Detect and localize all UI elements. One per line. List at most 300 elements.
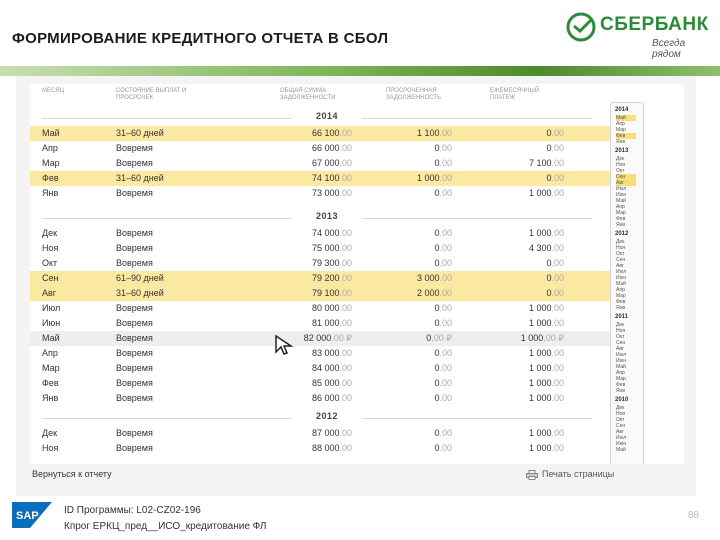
total-debt-value: 66 000 [311, 143, 340, 153]
year-nav-month[interactable]: Май [616, 447, 626, 453]
table-row [30, 256, 610, 271]
month-cell: Дек [42, 228, 58, 238]
sberbank-logo [566, 10, 716, 60]
credit-report-screen [16, 76, 696, 496]
year-nav-month[interactable]: Ноя [616, 162, 626, 168]
total-debt-cell [262, 391, 352, 406]
overdue-debt-cell [372, 316, 452, 331]
year-nav-month[interactable]: Июн [616, 275, 627, 281]
status-cell: 31–60 дней [116, 288, 164, 298]
status-cell: Вовремя [116, 378, 153, 388]
status-cell: Вовремя [116, 188, 153, 198]
logo-slogan: Всегда рядом [652, 38, 686, 60]
total-debt-value: 84 000 [311, 363, 340, 373]
total-debt-value: 88 000 [311, 443, 340, 453]
total-debt-cell [262, 426, 352, 441]
monthly-payment-value: 0 [546, 258, 552, 268]
month-cell: Май [42, 128, 60, 138]
slide-header [0, 0, 720, 64]
total-debt-cents: .00 [339, 273, 352, 283]
table-row [30, 361, 610, 376]
year-nav-month[interactable]: Ноя [616, 411, 626, 417]
year-nav-month[interactable]: Сен [616, 174, 636, 180]
monthly-payment-value: 1 000 [528, 428, 552, 438]
table-row [30, 271, 610, 286]
total-debt-cell [262, 186, 352, 201]
status-cell: Вовремя [116, 393, 153, 403]
month-cell: Апр [42, 143, 58, 153]
total-debt-value: 87 000 [311, 428, 340, 438]
monthly-payment-value: 1 000 [528, 393, 552, 403]
overdue-debt-value: 3 000 [416, 273, 440, 283]
overdue-debt-cents: .00 ₽ [431, 333, 452, 343]
overdue-debt-value: 0 [434, 188, 440, 198]
monthly-payment-value: 1 000 [528, 363, 552, 373]
monthly-payment-cents: .00 [551, 158, 564, 168]
monthly-payment-cents: .00 [551, 443, 564, 453]
monthly-payment-cell [480, 156, 564, 171]
total-debt-cents: .00 [339, 303, 352, 313]
monthly-payment-cents: .00 [551, 128, 564, 138]
month-cell: Фев [42, 378, 59, 388]
total-debt-value: 85 000 [311, 378, 340, 388]
monthly-payment-cell [480, 316, 564, 331]
total-debt-cell [262, 171, 352, 186]
year-navigator[interactable] [610, 102, 644, 474]
monthly-payment-cell [480, 376, 564, 391]
header-overdue: ПРОСРОЧЕННАЯ ЗАДОЛЖЕННОСТЬ [386, 88, 442, 101]
year-nav-year-2014[interactable]: 2014 [615, 107, 629, 113]
month-cell: Июн [42, 318, 61, 328]
year-nav-year-2012[interactable]: 2012 [615, 231, 629, 237]
status-cell: Вовремя [116, 243, 153, 253]
back-to-report-link[interactable]: Вернуться к отчету [32, 469, 112, 479]
month-cell: Ноя [42, 243, 59, 253]
overdue-debt-cell [372, 141, 452, 156]
year-nav-month[interactable]: Сен [616, 340, 626, 346]
overdue-debt-value: 0 [434, 228, 440, 238]
monthly-payment-cents: .00 [551, 393, 564, 403]
total-debt-value: 81 000 [311, 318, 340, 328]
overdue-debt-cents: .00 [439, 318, 452, 328]
monthly-payment-value: 1 000 [528, 348, 552, 358]
year-nav-month[interactable]: Июн [616, 441, 627, 447]
overdue-debt-value: 0 [434, 303, 440, 313]
month-cell: Авг [42, 288, 57, 298]
total-debt-cents: .00 [339, 173, 352, 183]
total-debt-cell [262, 141, 352, 156]
overdue-debt-cell [372, 391, 452, 406]
month-cell: Июл [42, 303, 61, 313]
total-debt-cents: .00 [339, 348, 352, 358]
year-nav-month[interactable]: Апр [616, 204, 625, 210]
total-debt-cell [262, 271, 352, 286]
year-nav-month[interactable]: Май [616, 198, 626, 204]
total-debt-cents: .00 [339, 378, 352, 388]
monthly-payment-cell [480, 126, 564, 141]
overdue-debt-value: 0 [434, 158, 440, 168]
year-nav-month[interactable]: Апр [616, 287, 625, 293]
sap-logo-text: SAP [16, 510, 39, 522]
total-debt-cell [262, 286, 352, 301]
month-cell: Янв [42, 393, 59, 403]
year-nav-month[interactable]: Янв [616, 305, 626, 311]
total-debt-cell [262, 316, 352, 331]
monthly-payment-value: 0 [546, 173, 552, 183]
monthly-payment-cents: .00 [551, 318, 564, 328]
overdue-debt-cell [372, 346, 452, 361]
overdue-debt-value: 0 [434, 243, 440, 253]
total-debt-cell [262, 361, 352, 376]
total-debt-cell [262, 226, 352, 241]
monthly-payment-cell [480, 331, 564, 346]
monthly-payment-cents: .00 [551, 188, 564, 198]
month-cell: Май [42, 333, 60, 343]
monthly-payment-cents: .00 [551, 258, 564, 268]
header-total: ОБЩАЯ СУММА ЗАДОЛЖЕННОСТИ [280, 88, 336, 101]
table-row [30, 301, 610, 316]
monthly-payment-cents: .00 [551, 428, 564, 438]
overdue-debt-cell [372, 186, 452, 201]
total-debt-cents: .00 [339, 143, 352, 153]
monthly-payment-cell [480, 226, 564, 241]
year-nav-month[interactable]: Авг [616, 346, 624, 352]
year-nav-month[interactable]: Янв [616, 222, 626, 228]
table-row [30, 376, 610, 391]
overdue-debt-cents: .00 [439, 363, 452, 373]
monthly-payment-value: 0 [546, 273, 552, 283]
total-debt-value: 66 100 [311, 128, 340, 138]
overdue-debt-cents: .00 [439, 428, 452, 438]
status-cell: Вовремя [116, 428, 153, 438]
total-debt-value: 79 100 [311, 288, 340, 298]
monthly-payment-value: 1 000 [528, 443, 552, 453]
year-nav-month[interactable]: Окт [616, 417, 625, 423]
monthly-payment-value: 1 000 [520, 333, 544, 343]
year-nav-month[interactable]: Дек [616, 156, 625, 162]
header-month: МЕСЯЦ [42, 88, 65, 94]
year-nav-month[interactable]: Май [616, 115, 636, 121]
status-cell: Вовремя [116, 318, 153, 328]
year-nav-month[interactable]: Фев [616, 133, 636, 139]
monthly-payment-cents: .00 [551, 288, 564, 298]
year-nav-month[interactable]: Апр [616, 121, 625, 127]
overdue-debt-value: 2 000 [416, 288, 440, 298]
total-debt-cents: .00 [339, 228, 352, 238]
overdue-debt-cell [372, 271, 452, 286]
year-nav-month[interactable]: Июн [616, 192, 627, 198]
total-debt-cents: .00 [339, 428, 352, 438]
monthly-payment-cents: .00 [551, 243, 564, 253]
month-cell: Мар [42, 363, 60, 373]
year-nav-month[interactable]: Дек [616, 239, 625, 245]
total-debt-cell [262, 126, 352, 141]
overdue-debt-cell [372, 331, 452, 346]
overdue-debt-cents: .00 [439, 228, 452, 238]
month-cell: Дек [42, 428, 58, 438]
total-debt-cell [262, 376, 352, 391]
year-label: 2013 [292, 211, 362, 221]
year-nav-month[interactable]: Май [616, 281, 626, 287]
month-cell: Мар [42, 158, 60, 168]
table-row [30, 141, 610, 156]
status-cell: Вовремя [116, 443, 153, 453]
screen-footer [16, 464, 696, 490]
total-debt-cents: .00 [339, 188, 352, 198]
print-page-link[interactable]: Печать страницы [542, 469, 615, 479]
monthly-payment-value: 4 300 [528, 243, 552, 253]
status-cell: Вовремя [116, 228, 153, 238]
overdue-debt-cents: .00 [439, 348, 452, 358]
total-debt-cents: .00 [339, 443, 352, 453]
total-debt-cell [262, 441, 352, 456]
monthly-payment-cents: .00 [551, 348, 564, 358]
header-stripe [0, 66, 720, 76]
month-cell: Окт [42, 258, 58, 268]
overdue-debt-cell [372, 126, 452, 141]
overdue-debt-cents: .00 [439, 188, 452, 198]
year-nav-month[interactable]: Мар [616, 127, 626, 133]
table-header [30, 88, 610, 110]
overdue-debt-value: 0 [434, 393, 440, 403]
status-cell: Вовремя [116, 143, 153, 153]
overdue-debt-cents: .00 [439, 393, 452, 403]
table-row [30, 331, 610, 346]
year-nav-month[interactable]: Окт [616, 168, 625, 174]
monthly-payment-cents: .00 ₽ [543, 333, 564, 343]
overdue-debt-cents: .00 [439, 288, 452, 298]
total-debt-value: 73 000 [311, 188, 340, 198]
total-debt-cents: .00 [339, 393, 352, 403]
monthly-payment-value: 0 [546, 143, 552, 153]
table-row [30, 156, 610, 171]
total-debt-value: 83 000 [311, 348, 340, 358]
year-nav-month[interactable]: Мар [616, 376, 626, 382]
year-nav-month[interactable]: Июл [616, 435, 627, 441]
slide-title: ФОРМИРОВАНИЕ КРЕДИТНОГО ОТЧЕТА В СБОЛ [12, 30, 389, 47]
overdue-debt-cents: .00 [439, 258, 452, 268]
program-id: ID Программы: L02-CZ02-196 [64, 505, 201, 516]
status-cell: 61–90 дней [116, 273, 164, 283]
overdue-debt-value: 0 [434, 428, 440, 438]
monthly-payment-cell [480, 141, 564, 156]
overdue-debt-cents: .00 [439, 443, 452, 453]
overdue-debt-cell [372, 241, 452, 256]
overdue-debt-value: 1 000 [416, 173, 440, 183]
total-debt-cell [262, 256, 352, 271]
monthly-payment-cell [480, 361, 564, 376]
month-cell: Апр [42, 348, 58, 358]
month-cell: Янв [42, 188, 59, 198]
overdue-debt-value: 0 [434, 378, 440, 388]
monthly-payment-cell [480, 346, 564, 361]
monthly-payment-cents: .00 [551, 173, 564, 183]
year-separator [30, 110, 610, 126]
overdue-debt-cents: .00 [439, 303, 452, 313]
year-nav-month[interactable]: Авг [616, 263, 624, 269]
sberbank-logo-icon [566, 12, 596, 42]
overdue-debt-cell [372, 301, 452, 316]
total-debt-value: 74 000 [311, 228, 340, 238]
monthly-payment-cell [480, 171, 564, 186]
total-debt-cents: .00 [339, 128, 352, 138]
year-nav-year-2010[interactable]: 2010 [615, 397, 629, 403]
status-cell: 31–60 дней [116, 173, 164, 183]
overdue-debt-value: 0 [434, 258, 440, 268]
credit-report-panel [30, 84, 684, 472]
header-status: СОСТОЯНИЕ ВЫПЛАТ И ПРОСРОЧЕК [116, 88, 187, 101]
year-nav-month[interactable]: Апр [616, 370, 625, 376]
total-debt-value: 79 200 [311, 273, 340, 283]
table-row [30, 226, 610, 241]
year-nav-month[interactable]: Фев [616, 216, 626, 222]
page-number: 88 [688, 510, 700, 521]
monthly-payment-value: 7 100 [528, 158, 552, 168]
total-debt-cell [262, 301, 352, 316]
table-row [30, 171, 610, 186]
monthly-payment-cents: .00 [551, 378, 564, 388]
overdue-debt-value: 0 [434, 348, 440, 358]
monthly-payment-value: 1 000 [528, 378, 552, 388]
year-nav-month[interactable]: Ноя [616, 328, 626, 334]
status-cell: Вовремя [116, 303, 153, 313]
year-separator [30, 210, 610, 226]
year-nav-month[interactable]: Мар [616, 210, 626, 216]
year-nav-month[interactable]: Ноя [616, 245, 626, 251]
year-nav-month[interactable]: Янв [616, 139, 626, 145]
header-payment: ЕЖЕМЕСЯЧНЫЙ ПЛАТЕЖ [490, 88, 540, 101]
sap-logo [12, 502, 52, 528]
overdue-debt-cell [372, 226, 452, 241]
monthly-payment-cell [480, 271, 564, 286]
table-row [30, 286, 610, 301]
overdue-debt-cents: .00 [439, 378, 452, 388]
monthly-payment-cents: .00 [551, 363, 564, 373]
year-nav-month[interactable]: Мар [616, 293, 626, 299]
monthly-payment-cents: .00 [551, 228, 564, 238]
monthly-payment-value: 1 000 [528, 318, 552, 328]
table-row [30, 441, 610, 456]
monthly-payment-cell [480, 426, 564, 441]
year-nav-month[interactable]: Дек [616, 405, 625, 411]
year-nav-month[interactable]: Сен [616, 257, 626, 263]
status-cell: Вовремя [116, 258, 153, 268]
monthly-payment-value: 0 [546, 128, 552, 138]
monthly-payment-cents: .00 [551, 143, 564, 153]
month-cell: Сен [42, 273, 59, 283]
overdue-debt-cents: .00 [439, 173, 452, 183]
mouse-cursor-icon [274, 334, 296, 356]
total-debt-cents: .00 [339, 288, 352, 298]
status-cell: Вовремя [116, 333, 153, 343]
monthly-payment-value: 1 000 [528, 303, 552, 313]
year-nav-month[interactable]: Окт [616, 334, 625, 340]
overdue-debt-value: 0 [426, 333, 432, 343]
monthly-payment-cents: .00 [551, 273, 564, 283]
program-name: Кпрог ЕРКЦ_пред__ИСО_кредитование ФЛ [64, 521, 267, 532]
table-row [30, 391, 610, 406]
year-nav-month[interactable]: Июн [616, 358, 627, 364]
total-debt-value: 67 000 [311, 158, 340, 168]
overdue-debt-cell [372, 361, 452, 376]
table-row [30, 241, 610, 256]
total-debt-value: 82 000 [303, 333, 332, 343]
year-label: 2014 [292, 111, 362, 121]
overdue-debt-cell [372, 376, 452, 391]
overdue-debt-cell [372, 156, 452, 171]
overdue-debt-cents: .00 [439, 143, 452, 153]
year-nav-month[interactable]: Авг [616, 180, 636, 186]
overdue-debt-value: 0 [434, 443, 440, 453]
year-nav-month[interactable]: Дек [616, 322, 625, 328]
monthly-payment-cell [480, 391, 564, 406]
status-cell: 31–60 дней [116, 128, 164, 138]
print-icon[interactable] [526, 470, 538, 480]
year-nav-month[interactable]: Фев [616, 299, 626, 305]
year-nav-month[interactable]: Май [616, 364, 626, 370]
monthly-payment-cell [480, 301, 564, 316]
total-debt-cell [262, 241, 352, 256]
month-cell: Ноя [42, 443, 59, 453]
table-row [30, 126, 610, 141]
month-cell: Фев [42, 173, 59, 183]
overdue-debt-cell [372, 441, 452, 456]
total-debt-cents: .00 [339, 243, 352, 253]
overdue-debt-cents: .00 [439, 243, 452, 253]
table-row [30, 186, 610, 201]
year-nav-month[interactable]: Янв [616, 388, 626, 394]
overdue-debt-cents: .00 [439, 128, 452, 138]
total-debt-value: 86 000 [311, 393, 340, 403]
monthly-payment-cell [480, 441, 564, 456]
year-nav-month[interactable]: Фев [616, 382, 626, 388]
total-debt-value: 75 000 [311, 243, 340, 253]
status-cell: Вовремя [116, 158, 153, 168]
monthly-payment-cell [480, 186, 564, 201]
year-nav-year-2011[interactable]: 2011 [615, 314, 629, 320]
year-nav-month[interactable]: Июл [616, 269, 627, 275]
overdue-debt-cell [372, 171, 452, 186]
overdue-debt-value: 1 100 [416, 128, 440, 138]
overdue-debt-value: 0 [434, 363, 440, 373]
total-debt-cents: .00 ₽ [331, 333, 352, 343]
year-nav-month[interactable]: Окт [616, 251, 625, 257]
overdue-debt-cents: .00 [439, 158, 452, 168]
total-debt-value: 80 000 [311, 303, 340, 313]
year-nav-month[interactable]: Июл [616, 352, 627, 358]
total-debt-value: 74 100 [311, 173, 340, 183]
monthly-payment-value: 0 [546, 288, 552, 298]
year-nav-month[interactable]: Июл [616, 186, 627, 192]
monthly-payment-cell [480, 256, 564, 271]
overdue-debt-cell [372, 426, 452, 441]
table-row [30, 316, 610, 331]
table-row [30, 346, 610, 361]
table-row [30, 426, 610, 441]
overdue-debt-cell [372, 286, 452, 301]
year-nav-month[interactable]: Сен [616, 423, 626, 429]
overdue-debt-value: 0 [434, 143, 440, 153]
year-nav-month[interactable]: Авг [616, 429, 624, 435]
monthly-payment-cell [480, 241, 564, 256]
total-debt-cents: .00 [339, 363, 352, 373]
year-label: 2012 [292, 411, 362, 421]
monthly-payment-cents: .00 [551, 303, 564, 313]
status-cell: Вовремя [116, 363, 153, 373]
overdue-debt-value: 0 [434, 318, 440, 328]
total-debt-cents: .00 [339, 318, 352, 328]
year-nav-year-2013[interactable]: 2013 [615, 148, 629, 154]
